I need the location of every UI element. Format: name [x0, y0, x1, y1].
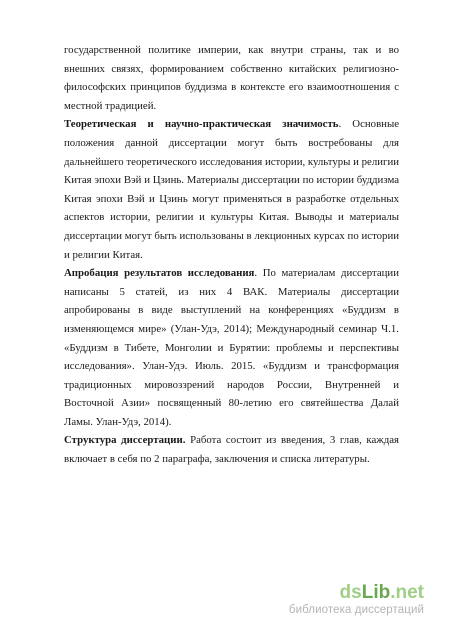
dslib-logo: dsLib.net — [339, 582, 424, 603]
text-approbation: . По материалам диссертации написаны 5 статей, из них 4 ВАК. Материалы диссертации апробированы в виде выступлений на конференциях «Буддизм в изменяющемся мире» (Улан-Удэ, 2014); Международный семинар Ч.1. «Буддизм в Тибете, Монголии и Бурятии: проблемы и перспективы исследования». Улан-Удэ. Июль. 2015. «Буддизм и трансформация традиционных мировоззрений народов России, Внутренней и Восточной Азии» посвященный 80-летию его святейшества Далай Ламы. Улан-Удэ, 2014). — [64, 267, 399, 428]
watermark — [289, 583, 424, 617]
paragraph-intro-continuation: государственной политике империи, как внутри страны, так и во внешних связях, формированием собственно китайских религиозно-философских принципов буддизма в контексте его взаимоотношения с местной традицией. — [64, 44, 399, 112]
heading-significance: Теоретическая и научно-практическая значимость — [64, 118, 339, 131]
text-structure: Работа состоит из введения, 3 глав, каждая включает в себя по 2 параграфа, заключения и списка литературы. — [64, 434, 400, 466]
paragraph-significance — [64, 115, 399, 264]
paragraph-approbation — [64, 264, 399, 431]
document-page — [64, 41, 399, 469]
heading-approbation: Апробация результатов исследования — [64, 267, 255, 280]
heading-structure: Структура диссертации. — [64, 434, 186, 447]
text-significance: . Основные положения данной диссертации могут быть востребованы для дальнейшего теоретического исследования истории, культуры и религии Китая эпохи Вэй и Цзинь. Материалы диссертации по истории буддизма Китая эпохи Вэй и Цзинь могут применяться в разработке отдельных аспектов истории, религии и культуры Китая. Выводы и материалы диссертации могут быть использованы в лекционных курсах по истории и религии Китая. — [64, 118, 399, 261]
paragraph-structure — [64, 431, 399, 468]
watermark-subtitle: библиотека диссертаций — [288, 604, 424, 616]
